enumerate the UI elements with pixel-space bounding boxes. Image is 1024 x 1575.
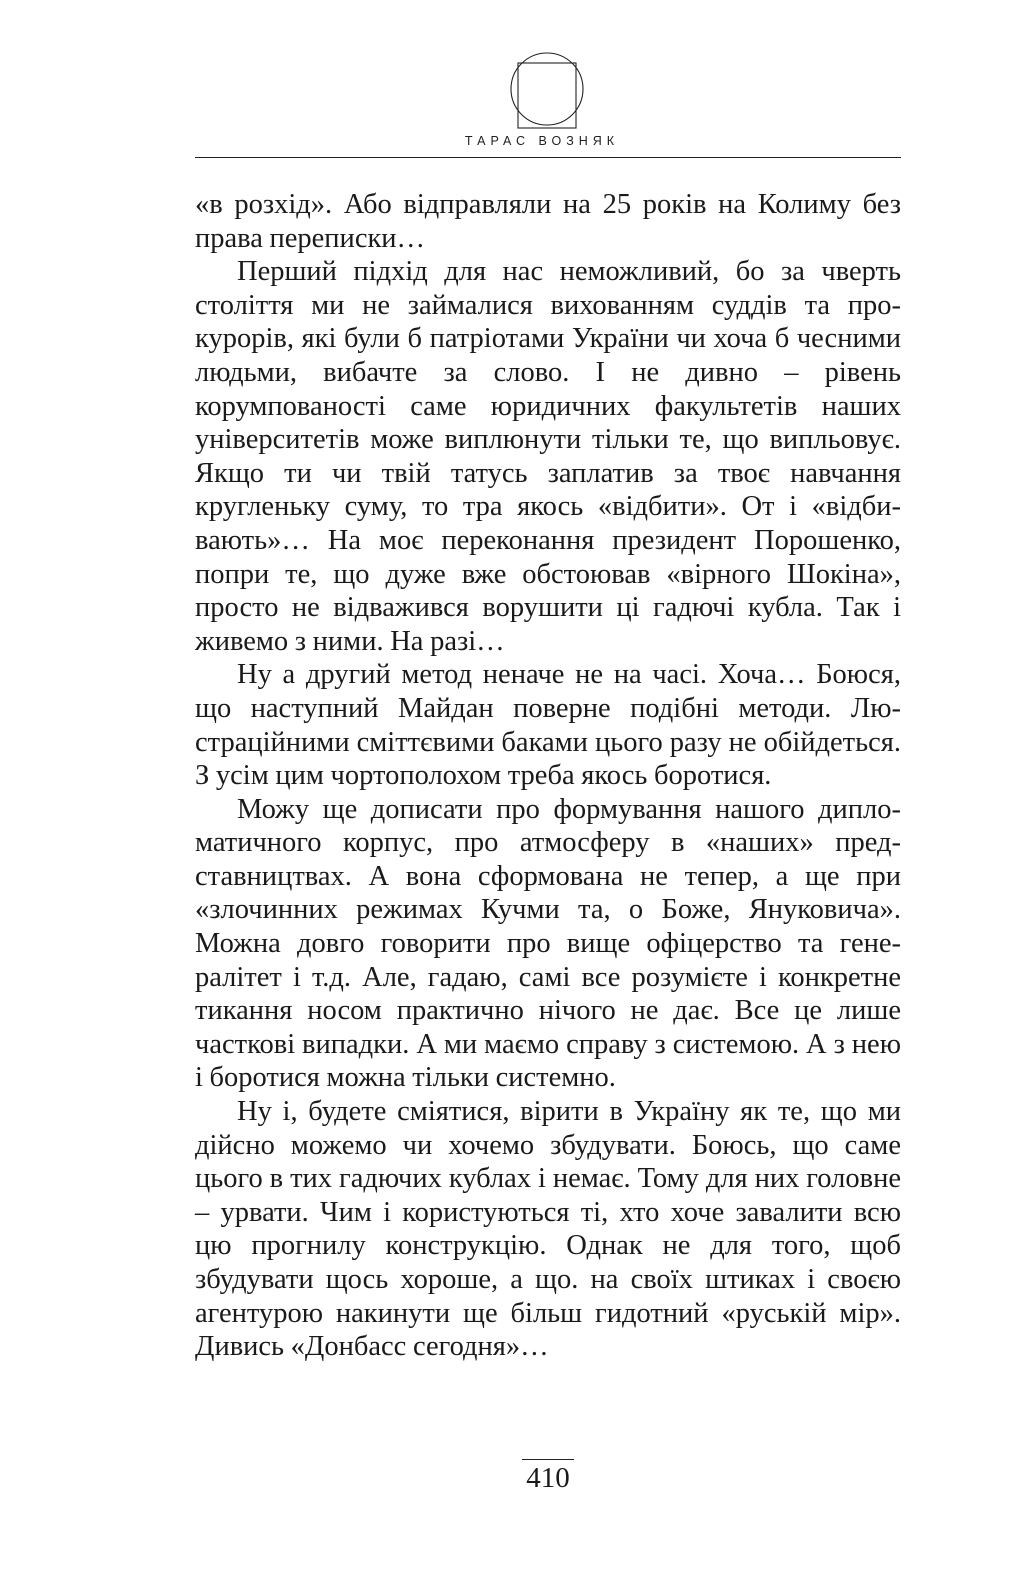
circle-square-emblem-icon xyxy=(504,46,590,132)
page-number-block xyxy=(0,1462,1024,1495)
paragraph-4: Можу ще дописати про формування нашого дипломатичного корпус, про атмосферу в «наших» представництвах. А вона сформована не тепер, а ще при «злочинних режимах Кучми та, о Боже, Януковича». Можна довго говорити про вище офіцерство та генералітет і т.д. Але, гадаю, самі все розумієте і конкретне тикання носом практично нічого не дає. Все це лише часткові випадки. А ми маємо справу з системою. А з нею і боротися можна тільки системно. xyxy=(195,793,901,1094)
body-text xyxy=(195,188,901,1364)
paragraph-3: Ну а другий метод неначе не на часі. Хоча… Боюся, що наступний Майдан поверне подібні методи. Люстраційними сміттєвими баками цього разу не обійдеться. З усім цим чортополохом треба якось боротися. xyxy=(195,659,901,792)
page-number: 410 xyxy=(522,1459,574,1494)
header-rule xyxy=(195,157,901,158)
paragraph-5: Ну і, будете сміятися, вірити в Україну як те, що ми дійсно можемо чи хочемо збудувати. Боюсь, що саме цього в тих гадючих кублах і немає. Тому для них головне – урвати. Чим і користуються ті, хто хоче завалити всю цю прогнилу конструкцію. Однак не для того, щоб збудувати щось хороше, а що. на своїх штиках і своєю агентурою накинути ще більш гидотний «руській мір». Дивись «Донбасс сегодня»… xyxy=(195,1096,901,1363)
running-head-author: ТАРАС ВОЗНЯК xyxy=(464,134,620,148)
paragraph-1: «в розхід». Або відправляли на 25 років на Колиму без права переписки… xyxy=(195,189,901,254)
paragraph-2: Перший підхід для нас неможливий, бо за чверть століття ми не займалися вихованням суддів та прокурорів, які були б патріотами України чи хоча б чесними людьми, вибачте за слово. І не дивно – рівень корумпованості саме юридичних факультетів наших університетів може виплюнути тільки те, що випльовує. Якщо ти чи твій татусь заплатив за твоє навчання кругленьку суму, то тра якось «відбити». От і «відбивають»… На моє переконання президент Порошенко, попри те, що дуже вже обстоював «вірного Шокіна», просто не відважився ворушити ці гадючі кубла. Так і живемо з ними. На разі… xyxy=(195,256,901,657)
